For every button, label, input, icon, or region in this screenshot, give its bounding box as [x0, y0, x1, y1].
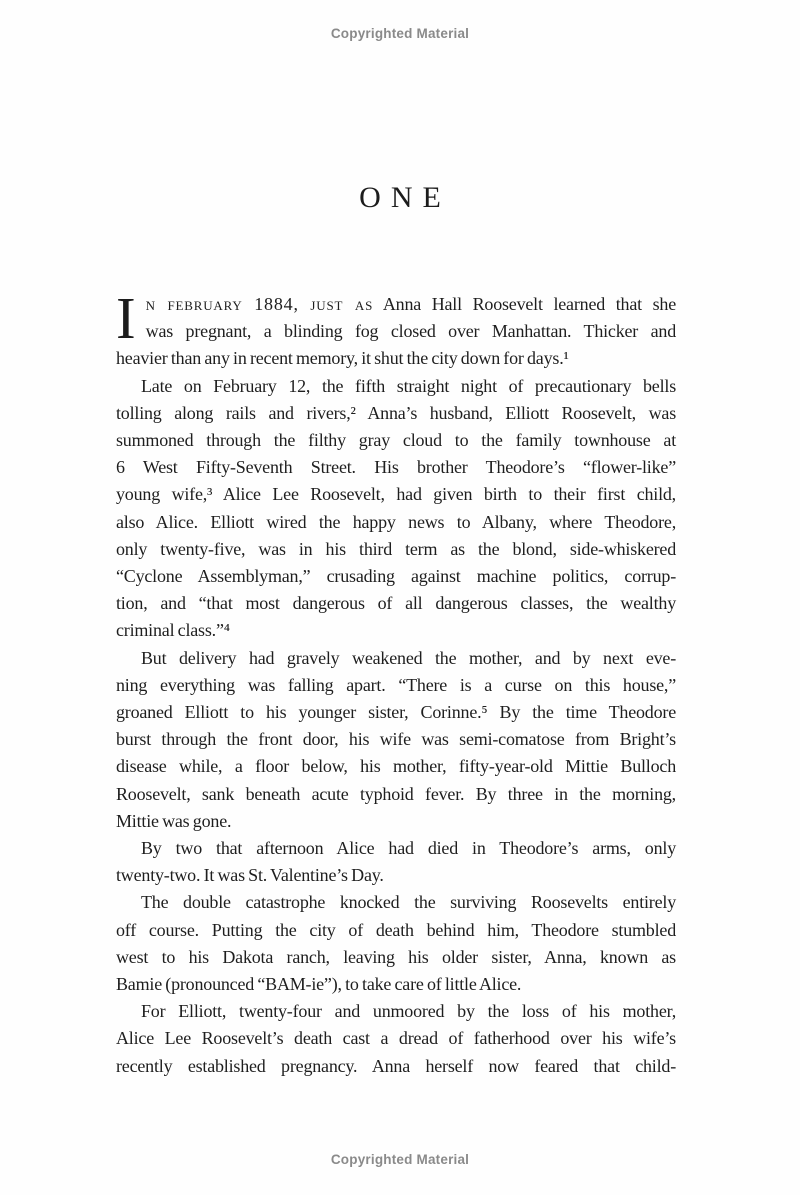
- text-line: ning everything was falling apart. “There is a curse on this house,”: [116, 674, 676, 695]
- paragraph: [116, 645, 676, 835]
- text-line: Bamie (pronounced “BAM-ie”), to take care of little Alice.: [116, 974, 522, 995]
- text-line: The double catastrophe knocked the surviving Roosevelts entirely: [141, 892, 676, 913]
- text-line: recently established pregnancy. Anna herself now feared that child-: [116, 1055, 676, 1076]
- paragraph: [116, 835, 676, 889]
- drop-cap: I: [116, 285, 136, 351]
- copyright-notice-top: Copyrighted Material: [330, 26, 470, 41]
- text-line: Mittie was gone.: [116, 810, 232, 831]
- paragraph: [116, 285, 676, 373]
- text-line: only twenty-five, was in his third term as the blond, side-whiskered: [116, 538, 676, 559]
- text-line: For Elliott, twenty-four and unmoored by the loss of his mother,: [141, 1001, 676, 1022]
- text-line: burst through the front door, his wife was semi-comatose from Bright’s: [116, 729, 676, 750]
- paragraph: [116, 373, 676, 645]
- small-caps-opening: n february 1884, just as: [145, 294, 374, 314]
- text-line: Roosevelt, sank beneath acute typhoid fever. By three in the morning,: [116, 783, 676, 804]
- text-line: Alice Lee Roosevelt’s death cast a dread of fatherhood over his wife’s: [116, 1028, 676, 1049]
- text-line: also Alice. Elliott wired the happy news to Albany, where Theodore,: [116, 511, 676, 532]
- text-line: was pregnant, a blinding fog closed over Manhattan. Thicker and: [145, 321, 676, 342]
- text-line: tion, and “that most dangerous of all dangerous classes, the wealthy: [116, 593, 676, 614]
- text-line: heavier than any in recent memory, it shut the city down for days.¹: [116, 348, 569, 369]
- text-line: 6 West Fifty-Seventh Street. His brother Theodore’s “flower-like”: [116, 457, 676, 478]
- text-line: off course. Putting the city of death behind him, Theodore stumbled: [116, 919, 676, 940]
- copyright-notice-bottom: Copyrighted Material: [330, 1152, 470, 1167]
- chapter-heading: ONE: [359, 181, 451, 214]
- text-line: criminal class.”⁴: [116, 620, 230, 641]
- text-line: groaned Elliott to his younger sister, Corinne.⁵ By the time Theodore: [116, 702, 676, 723]
- text-line: young wife,³ Alice Lee Roosevelt, had given birth to their first child,: [116, 484, 676, 505]
- text-line: disease while, a floor below, his mother, fifty-year-old Mittie Bulloch: [116, 756, 676, 777]
- body-text: [116, 285, 676, 1080]
- text-line: By two that afternoon Alice had died in Theodore’s arms, only: [141, 838, 676, 859]
- paragraph: [116, 889, 676, 998]
- paragraph: [116, 998, 676, 1080]
- text-line: tolling along rails and rivers,² Anna’s husband, Elliott Roosevelt, was: [116, 402, 676, 423]
- text-line: west to his Dakota ranch, leaving his older sister, Anna, known as: [116, 946, 676, 967]
- text-line: Late on February 12, the fifth straight night of precautionary bells: [141, 375, 676, 396]
- text-line: twenty-two. It was St. Valentine’s Day.: [116, 865, 384, 886]
- text-line: But delivery had gravely weakened the mother, and by next eve-: [141, 647, 676, 668]
- text-line: summoned through the filthy gray cloud to the family townhouse at: [116, 430, 676, 451]
- text-line: n february 1884, just as Anna Hall Roosevelt learned that she: [145, 294, 676, 314]
- text-line: “Cyclone Assemblyman,” crusading against machine politics, corrup-: [116, 566, 676, 587]
